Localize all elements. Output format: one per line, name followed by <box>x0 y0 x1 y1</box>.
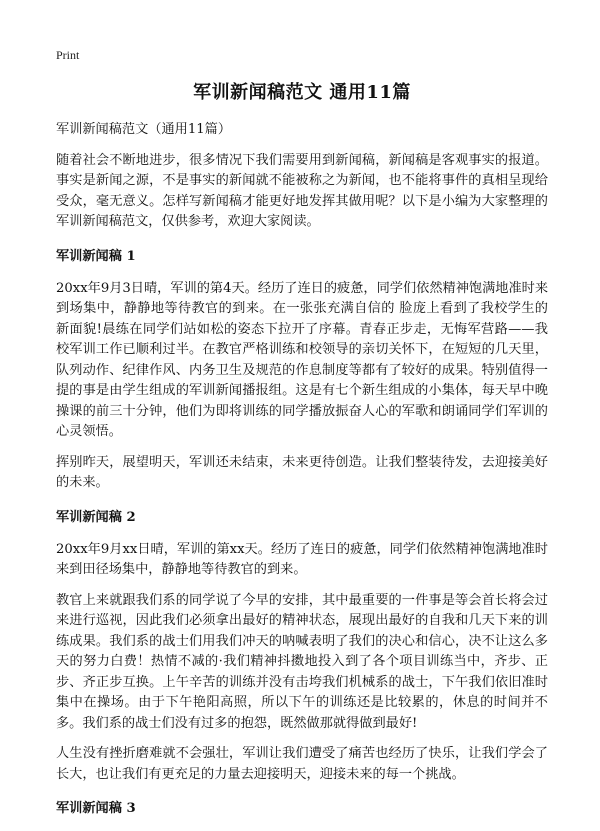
section-1-paragraph-1: 20xx年9月3日晴，军训的第4天。经历了连日的疲惫，同学们依然精神饱满地准时来到场集中，静静地等待教官的到来。在一张张充满自信的 脸庞上看到了我校学生的新面貌!晨练在同学们站如松的姿态下拉开了序幕。青春正步走，无悔军营路——我校军训工作已顺利过半。在教官严格训练和校领导的亲切关怀下，在短短的几天里，队列动作、纪律作风、内务卫生及规范的作息制度等都有了较好的成果。特别值得一提的事是由学生组成的军训新闻播报组。这是有七个新生组成的小集体，每天早中晚操课的前三十分钟，他们为即将训练的同学播放振奋人心的军歌和朗诵同学们军训的心灵领悟。 <box>56 280 549 439</box>
print-link[interactable]: Print <box>56 48 80 62</box>
section-2-paragraph-3: 人生没有挫折磨难就不会强壮，军训让我们遭受了痛苦也经历了快乐，让我们学会了长大，也让我们有更充足的力量去迎接明天，迎接未来的每一个挑战。 <box>56 746 548 782</box>
section-2-paragraph-1: 20xx年9月xx日晴，军训的第xx天。经历了连日的疲惫，同学们依然精神饱满地准时来到田径场集中，静静地等待教官的到来。 <box>56 541 548 577</box>
section-1-paragraph-2: 挥别昨天，展望明天，军训还未结束，未来更待创造。让我们整装待发，去迎接美好的未来。 <box>56 454 548 490</box>
section-heading-1: 军训新闻稿 1 <box>56 248 136 264</box>
section-2-paragraph-2: 教官上来就跟我们系的同学说了今早的安排，其中最重要的一件事是等会首长将会过来进行巡视，因此我们必须拿出最好的精神状态，展现出最好的自我和几天下来的训练成果。我们系的战士们用我们冲天的呐喊表明了我们的决心和信心，决不让这么多天的努力白费！热情不减的·我们精神抖擞地投入到了各个项目训练当中，齐步、正步、齐正步互换。上午辛苦的训练并没有击垮我们机械系的战士，下午我们依旧准时集中在操场。由于下午艳阳高照，所以下午的训练还是比较累的，休息的时间并不多。我们系的战士们没有过多的抱怨，既然做那就得做到最好! <box>56 592 548 731</box>
section-heading-2: 军训新闻稿 2 <box>56 509 136 525</box>
intro-paragraph: 随着社会不断地进步，很多情况下我们需要用到新闻稿，新闻稿是客观事实的报道。事实是新闻之源，不是事实的新闻就不能被称之为新闻，也不能将事件的真相呈现给受众，毫无意义。怎样写新闻稿才能更好地发挥其做用呢？以下是小编为大家整理的军训新闻稿范文，仅供参考，欢迎大家阅读。 <box>56 152 548 229</box>
section-heading-3: 军训新闻稿 3 <box>56 801 136 816</box>
article-subtitle: 军训新闻稿范文（通用11篇） <box>56 122 232 137</box>
page-title: 军训新闻稿范文 通用11篇 <box>193 82 411 103</box>
article-body <box>56 120 548 831</box>
